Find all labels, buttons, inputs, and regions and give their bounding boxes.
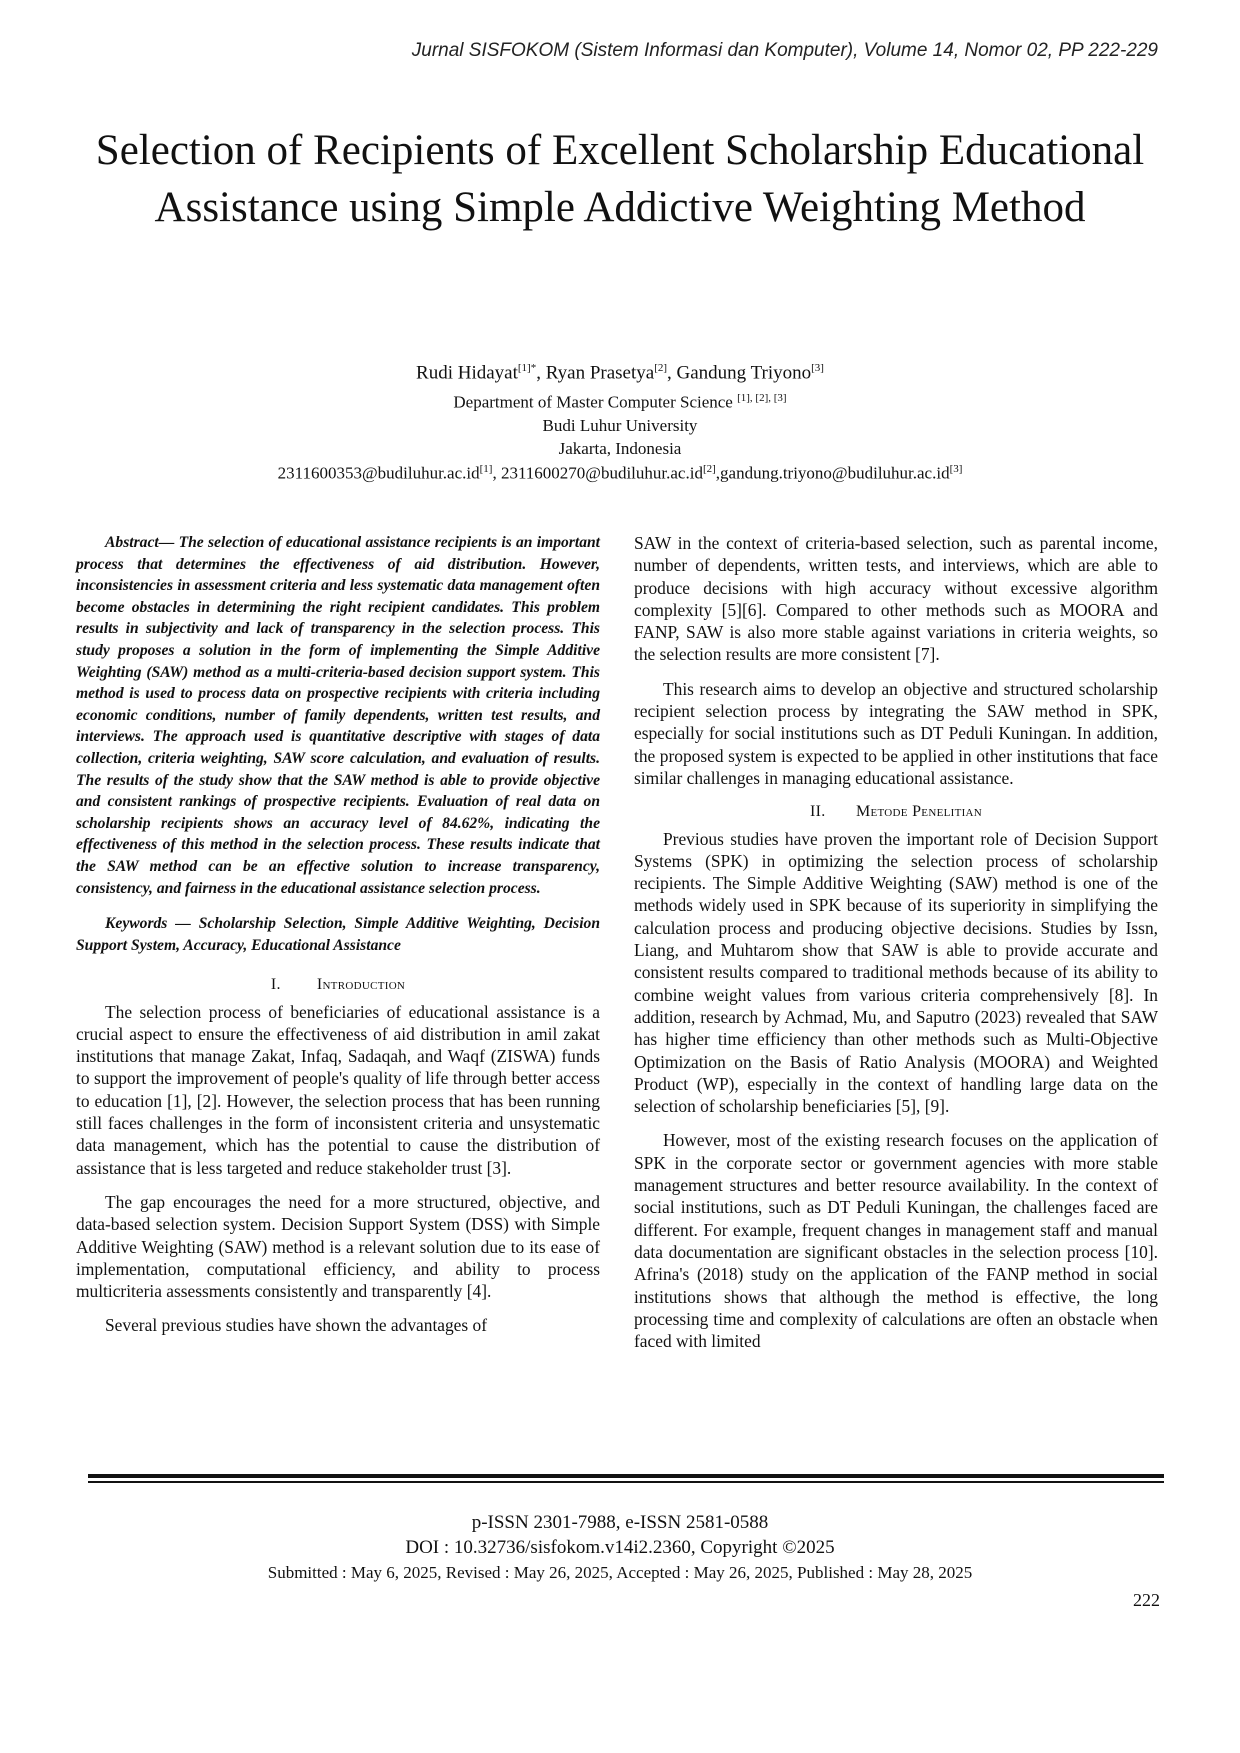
section-heading-method — [634, 801, 1158, 823]
intro-paragraph-3: Several previous studies have shown the advantages of — [105, 1315, 488, 1336]
author-list — [90, 362, 1150, 384]
author-3-ref: [3] — [811, 362, 824, 374]
page-number: 222 — [1133, 1590, 1160, 1610]
author-2: , Ryan Prasetya — [536, 362, 655, 384]
department-refs: [1], [2], [3] — [737, 392, 787, 404]
abstract: Abstract— The selection of educational assistance recipients is an important process that determines the effectiveness of aid distribution. However, inconsistencies in assessment criteria and less systematic data management often become obstacles in determining the right recipient candidates. This problem results in subjectivity and lack of transparency in the selection process. This study proposes a solution in the form of implementing the Simple Additive Weighting (SAW) method as a multi-criteria-based decision support system. This method is used to process data on prospective recipients with criteria including economic conditions, number of family dependents, written test results, and interviews. The approach used is quantitative descriptive with stages of data collection, criteria weighting, SAW score calculation, and evaluation of results. The results of the study show that the SAW method is able to provide objective and consistent rankings of prospective recipients. Evaluation of real data on scholarship recipients shows an accuracy level of 84.62%, indicating the effectiveness of this method in the selection process. These results indicate that the SAW method can be an effective solution to increase transparency, consistency, and fairness in the educational assistance selection process. — [76, 534, 600, 897]
affiliation-city: Jakarta, Indonesia — [558, 439, 682, 458]
section-number: I. — [270, 976, 281, 994]
footer-rule-thick — [88, 1474, 1164, 1478]
section-title: Metode Penelitian — [855, 803, 983, 821]
department-name: Department of Master Computer Science — [453, 392, 738, 412]
intro-continued-paragraph: SAW in the context of criteria-based selection, such as parental income, number of dependents, written tests, and interviews, which are able to produce decisions with high accuracy without excessive algorithm complexity [5][6]. Compared to other methods such as MOORA and FANP, SAW is also more stable against variations in criteria weights, so the selection results are more consistent [7]. — [634, 533, 1158, 665]
email-1-ref: [1] — [479, 463, 493, 475]
email-3: ,gandung.triyono@budiluhur.ac.id — [715, 463, 950, 483]
footer-rule-thin — [88, 1481, 1164, 1483]
email-1: 2311600353@budiluhur.ac.id — [277, 463, 480, 483]
email-2-ref: [2] — [702, 463, 716, 475]
affiliation-university: Budi Luhur University — [542, 416, 698, 435]
author-emails — [90, 463, 1150, 484]
paper-title: Selection of Recipients of Excellent Scholarship Educational Assistance using Simple Addictive Weighting Method — [95, 127, 1145, 231]
section-heading-introduction — [76, 974, 600, 996]
left-column — [76, 532, 600, 1349]
email-3-ref: [3] — [949, 463, 963, 475]
affiliation-department — [90, 392, 1150, 413]
footer-dates: Submitted : May 6, 2025, Revised : May 26, 2025, Accepted : May 26, 2025, Published : May 28, 2025 — [267, 1563, 973, 1582]
journal-header: Jurnal SISFOKOM (Sistem Informasi dan Komputer), Volume 14, Nomor 02, PP 222-229 — [411, 40, 1158, 61]
method-paragraph-1: Previous studies have proven the important role of Decision Support Systems (SPK) in optimizing the selection process of scholarship recipients. The Simple Additive Weighting (SAW) method is one of the methods widely used in SPK because of its superiority in simplifying the calculation process and producing objective decisions. Studies by Issn, Liang, and Muhtarom show that SAW is able to provide accurate and consistent results compared to traditional methods because of its ability to combine weight values from various criteria comprehensively [8]. In addition, research by Achmad, Mu, and Saputro (2023) revealed that SAW has higher time efficiency than other methods such as Multi-Objective Optimization on the Basis of Ratio Analysis (MOORA) and Weighted Product (WP), especially in the context of handling large data on the selection of scholarship beneficiaries [5], [9]. — [634, 828, 1158, 1117]
section-title: Introduction — [316, 976, 406, 994]
intro-paragraph-2: The gap encourages the need for a more structured, objective, and data-based selection system. Decision Support System (DSS) with Simple Additive Weighting (SAW) method is a relevant solution due to its ease of implementation, computational efficiency, and ability to process multicriteria assessments consistently and transparently [4]. — [76, 1191, 600, 1302]
keywords: Keywords — Scholarship Selection, Simple Additive Weighting, Decision Support System, Accuracy, Educational Assistance — [76, 915, 600, 954]
right-column — [634, 532, 1158, 1364]
author-3: , Gandung Triyono — [667, 362, 812, 384]
intro-paragraph-1: The selection process of beneficiaries of educational assistance is a crucial aspect to ensure the effectiveness of aid distribution in amil zakat institutions that manage Zakat, Infaq, Sadaqah, and Waqf (ZISWA) funds to support the improvement of people's quality of life through better access to education [1], [2]. However, the selection process that has been running still faces challenges in the form of inconsistent criteria and unsystematic data management, which has the potential to cause the distribution of assistance that is less targeted and reduce stakeholder trust [3]. — [76, 1001, 600, 1178]
author-2-ref: [2] — [654, 362, 668, 374]
footer-doi: DOI : 10.32736/sisfokom.v14i2.2360, Copyright ©2025 — [405, 1537, 835, 1558]
research-aim-paragraph: This research aims to develop an objective and structured scholarship recipient selection process by integrating the SAW method in SPK, especially for social institutions such as DT Peduli Kuningan. In addition, the proposed system is expected to be applied in other institutions that face similar challenges in managing educational assistance. — [634, 678, 1158, 788]
email-2: , 2311600270@budiluhur.ac.id — [492, 463, 703, 483]
author-1-ref: [1]* — [517, 362, 537, 374]
section-number: II. — [809, 803, 826, 821]
author-1: Rudi Hidayat — [416, 362, 518, 384]
method-paragraph-2: However, most of the existing research focuses on the application of SPK in the corporate sector or government agencies with more stable management structures and better resource availability. In the context of social institutions, such as DT Peduli Kuningan, the challenges faced are different. For example, frequent changes in management staff and manual data documentation are significant obstacles in the selection process [10]. Afrina's (2018) study on the application of the FANP method in social institutions shows that although the method is effective, the long processing time and complexity of calculations are often an obstacle when faced with limited — [634, 1130, 1158, 1352]
footer-issn: p-ISSN 2301-7988, e-ISSN 2581-0588 — [471, 1512, 769, 1533]
